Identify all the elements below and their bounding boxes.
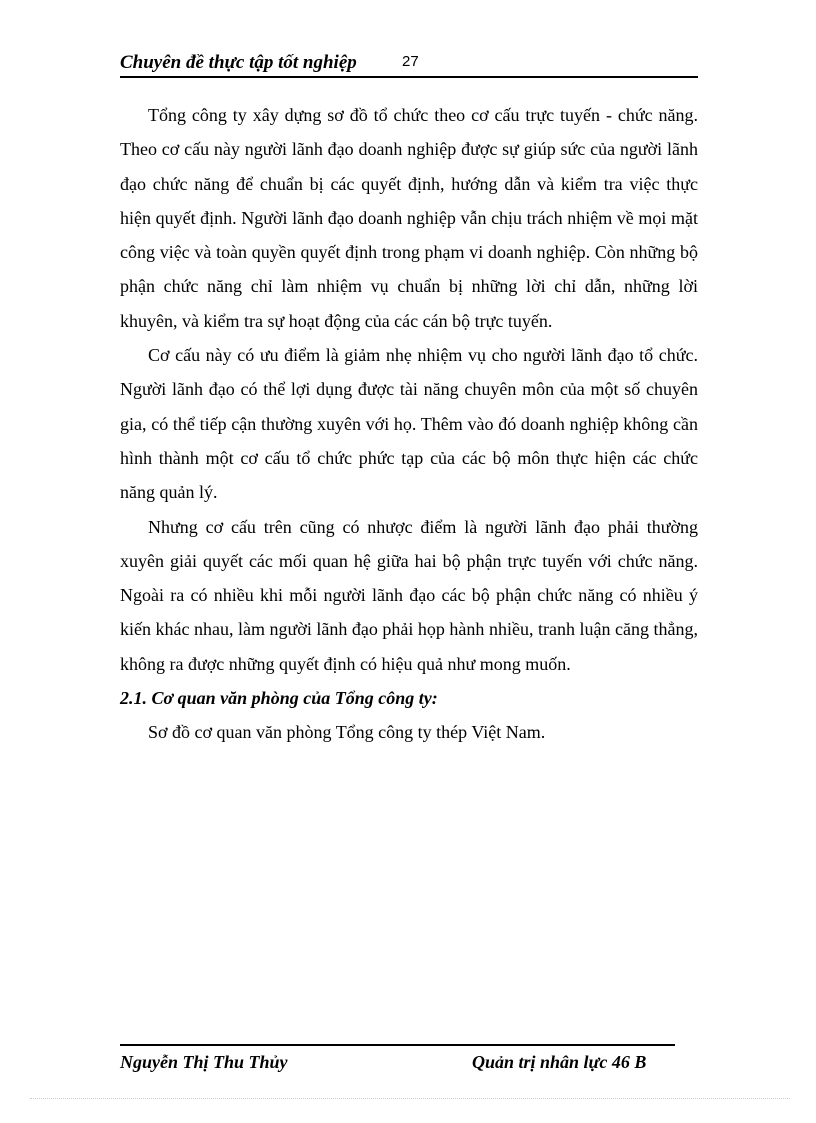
page-bottom-edge bbox=[30, 1098, 790, 1099]
document-body bbox=[120, 98, 698, 750]
page-number: 27 bbox=[402, 53, 419, 70]
paragraph-3: Nhưng cơ cấu trên cũng có nhược điểm là người lãnh đạo phải thường xuyên giải quyết các mối quan hệ giữa hai bộ phận trực tuyến với chức năng. Ngoài ra có nhiều khi mỗi người lãnh đạo các bộ phận chức năng có nhiều ý kiến khác nhau, làm người lãnh đạo phải họp hành nhiều, tranh luận căng thẳng, không ra được những quyết định có hiệu quả như mong muốn. bbox=[120, 516, 698, 674]
footer-class: Quản trị nhân lực 46 B bbox=[472, 1052, 647, 1072]
header-title: Chuyên đề thực tập tốt nghiệp bbox=[120, 52, 357, 73]
page-header bbox=[120, 50, 698, 78]
page-footer bbox=[120, 1044, 675, 1072]
paragraph-2: Cơ cấu này có ưu điểm là giảm nhẹ nhiệm vụ cho người lãnh đạo tổ chức. Người lãnh đạo có thể lợi dụng được tài năng chuyên môn của một số chuyên gia, có thể tiếp cận thường xuyên với họ. Thêm vào đó doanh nghiệp không cần hình thành một cơ cấu tổ chức phức tạp của các bộ môn thực hiện các chức năng quản lý. bbox=[120, 345, 698, 503]
paragraph-1: Tổng công ty xây dựng sơ đồ tổ chức theo cơ cấu trực tuyến - chức năng. Theo cơ cấu này người lãnh đạo doanh nghiệp được sự giúp sức của người lãnh đạo chức năng để chuẩn bị các quyết định, hướng dẫn và kiểm tra việc thực hiện quyết định. Người lãnh đạo doanh nghiệp vẫn chịu trách nhiệm về mọi mặt công việc và toàn quyền quyết định trong phạm vi doanh nghiệp. Còn những bộ phận chức năng chỉ làm nhiệm vụ chuẩn bị những lời chỉ dẫn, những lời khuyên, và kiểm tra sự hoạt động của các cán bộ trực tuyến. bbox=[120, 105, 698, 331]
section-paragraph: Sơ đồ cơ quan văn phòng Tổng công ty thép Việt Nam. bbox=[148, 722, 546, 743]
footer-author: Nguyễn Thị Thu Thủy bbox=[120, 1052, 288, 1072]
section-heading: 2.1. Cơ quan văn phòng của Tổng công ty: bbox=[120, 688, 438, 709]
